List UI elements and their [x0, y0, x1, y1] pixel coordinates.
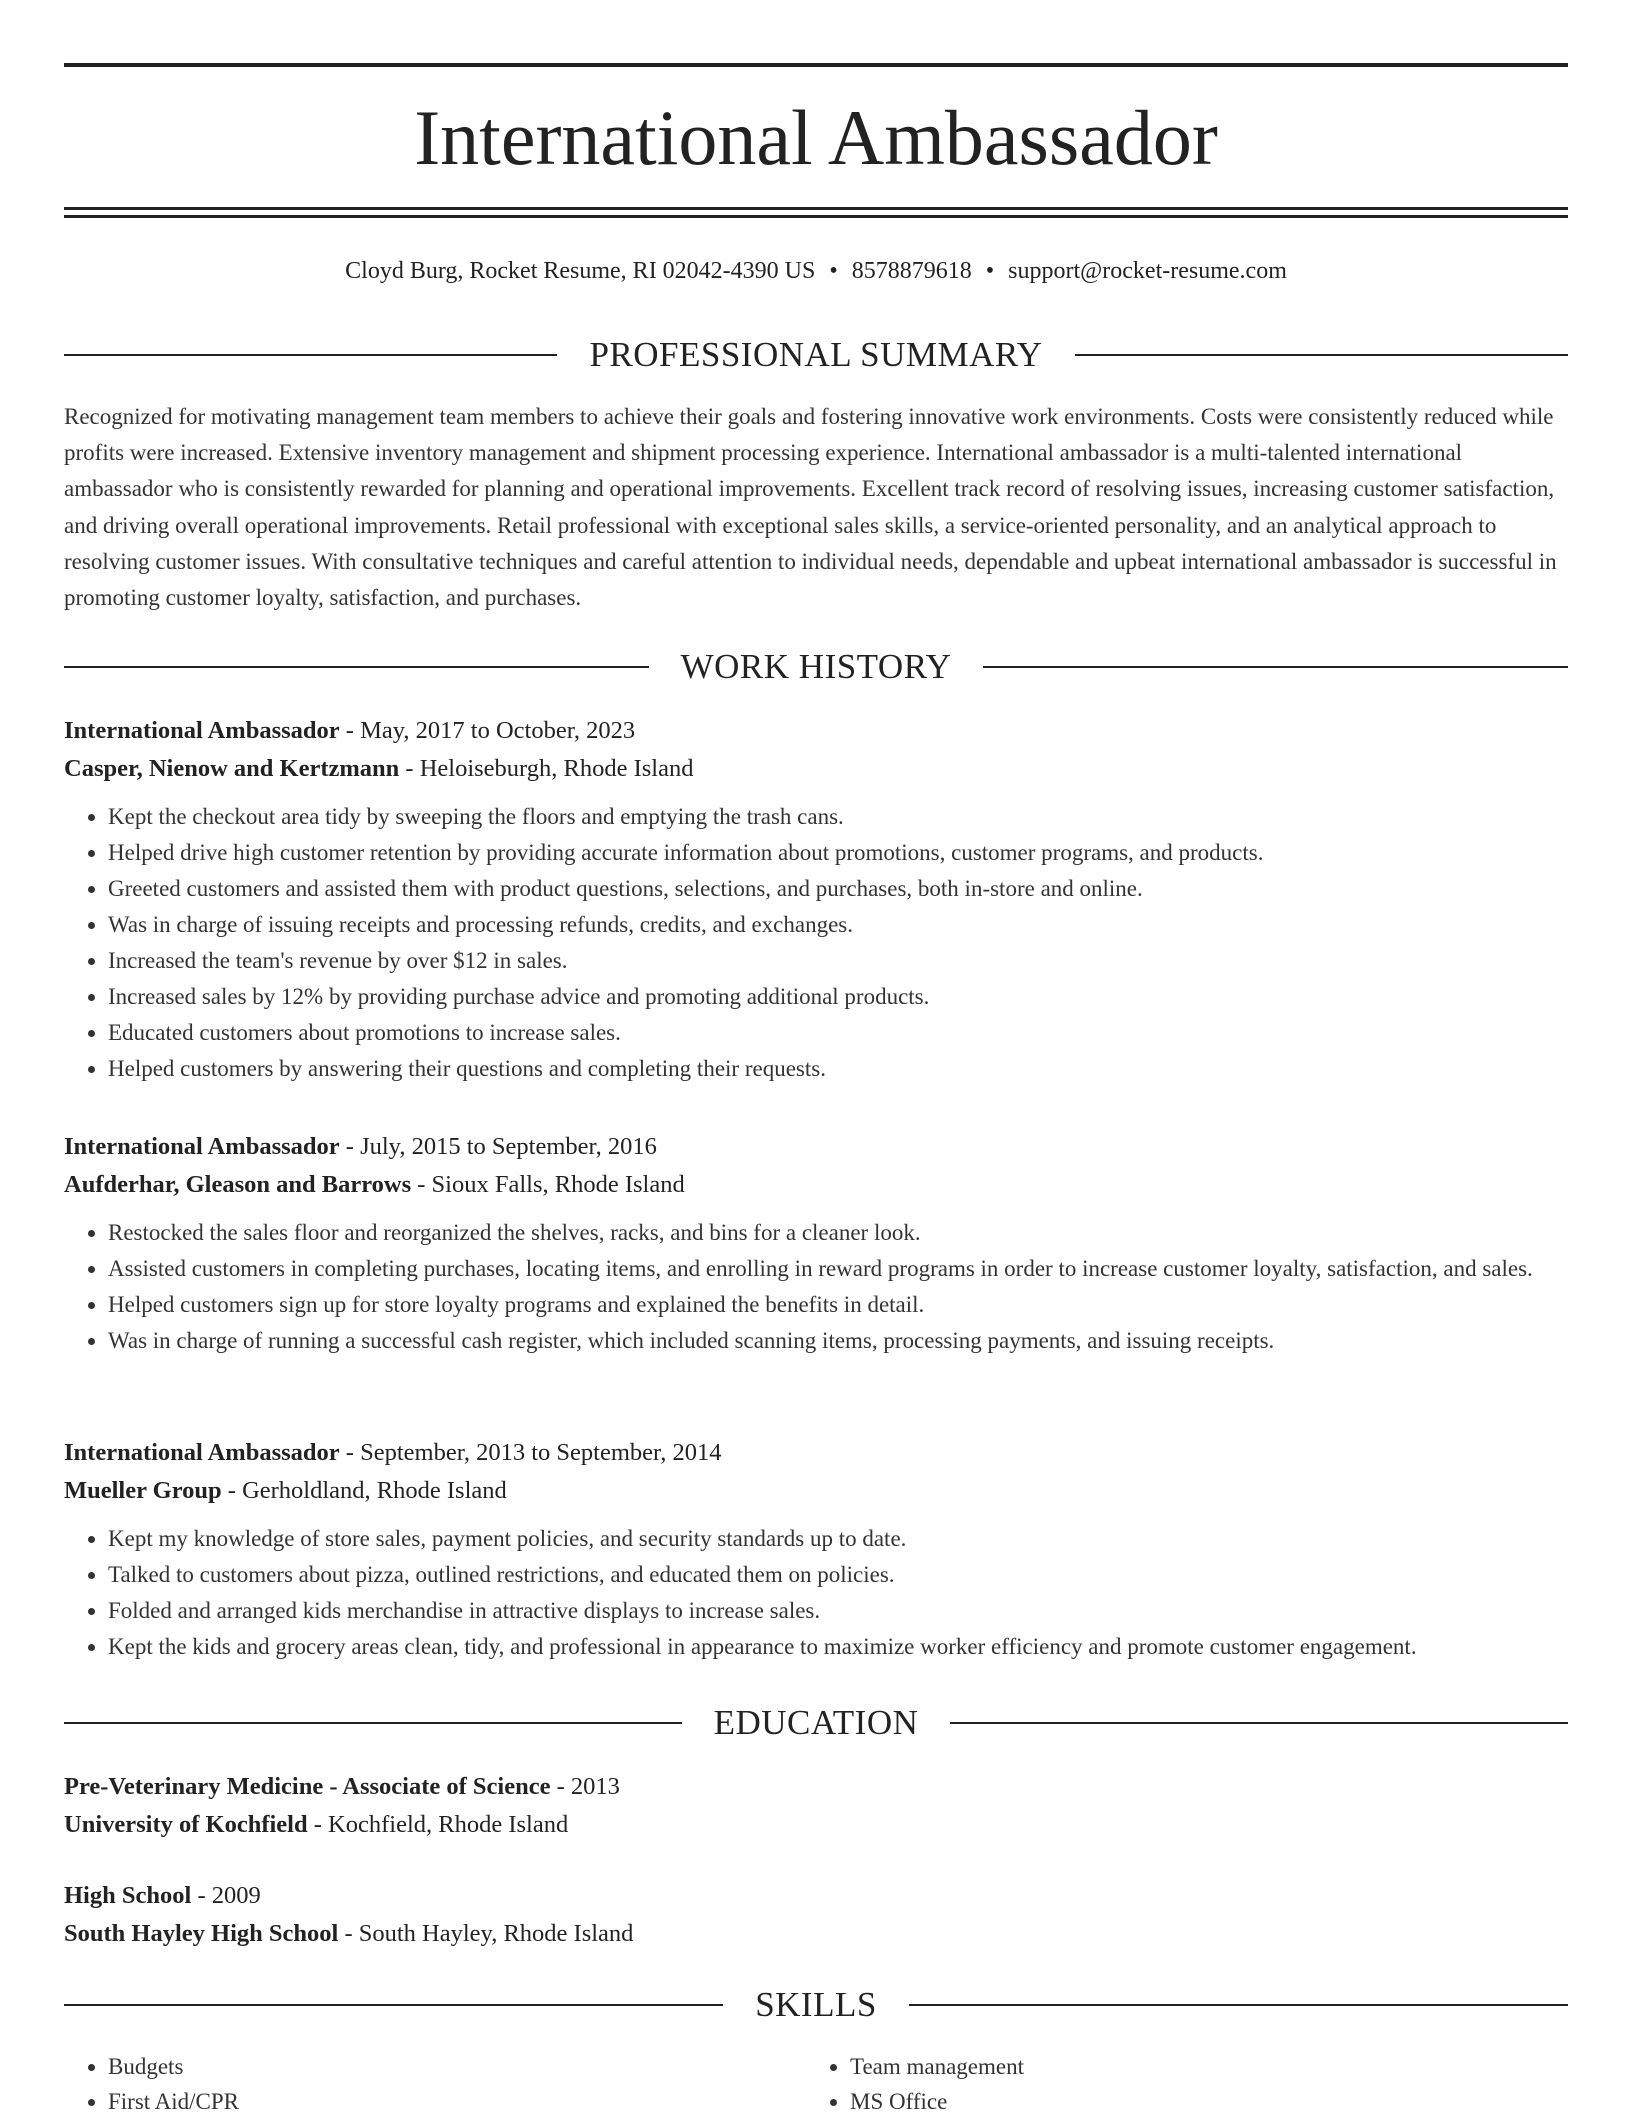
job-location: - Gerholdland, Rhode Island — [221, 1477, 507, 1504]
title-rule-upper — [64, 207, 1568, 210]
list-item: • Increased the team's revenue by over $12 in sales. — [108, 943, 1568, 979]
job-company: Mueller Group — [64, 1477, 222, 1504]
list-item: • Kept my knowledge of store sales, payment policies, and security standards up to date. — [108, 1521, 1568, 1557]
contact-separator: • — [985, 258, 995, 284]
job-bullets — [64, 1521, 1568, 1665]
skills-list — [64, 2049, 1568, 2119]
job-dates: - May, 2017 to October, 2023 — [339, 717, 636, 744]
job-bullets — [64, 1215, 1568, 1359]
job-company: Aufderhar, Gleason and Barrows — [64, 1171, 412, 1198]
list-item: • Talked to customers about pizza, outlined restrictions, and educated them on policies. — [108, 1557, 1568, 1593]
job-company-line — [64, 1472, 1568, 1510]
job-title: International Ambassador — [64, 1439, 340, 1466]
list-item: • Educated customers about promotions to increase sales. — [108, 1015, 1568, 1051]
section-rule — [64, 354, 557, 356]
list-item: • Greeted customers and assisted them with product questions, selections, and purchases, both in-store and online. — [108, 871, 1568, 907]
list-item: • Was in charge of running a successful cash register, which included scanning items, processing payments, and issuing receipts. — [108, 1323, 1568, 1359]
skills-column-left — [64, 2049, 806, 2119]
education-degree: High School — [64, 1882, 192, 1909]
list-item: • Increased sales by 12% by providing purchase advice and promoting additional products. — [108, 979, 1568, 1015]
section-rule — [909, 2004, 1568, 2006]
list-item: • Helped drive high customer retention by providing accurate information about promotions, customer programs, and products. — [108, 835, 1568, 871]
skill-item: • Budgets — [108, 2049, 806, 2084]
contact-line — [64, 256, 1568, 286]
job-dates: - July, 2015 to September, 2016 — [339, 1133, 657, 1160]
education-school-line — [64, 1806, 1568, 1844]
section-rule — [64, 2004, 723, 2006]
title-rule-lower — [64, 215, 1568, 218]
education-degree: Pre-Veterinary Medicine - Associate of Science — [64, 1773, 551, 1800]
skill-item: • First Aid/CPR — [108, 2084, 806, 2119]
job-company-line — [64, 1166, 1568, 1204]
education-entry — [64, 1877, 1568, 1953]
education-school: University of Kochfield — [64, 1811, 308, 1838]
section-title: EDUCATION — [713, 1703, 919, 1742]
list-item: • Folded and arranged kids merchandise in attractive displays to increase sales. — [108, 1593, 1568, 1629]
section-rule — [64, 1722, 682, 1724]
skills-column-right — [806, 2049, 1024, 2119]
list-item: • Helped customers sign up for store loyalty programs and explained the benefits in detail. — [108, 1287, 1568, 1323]
education-school-line — [64, 1915, 1568, 1953]
list-item: • Assisted customers in completing purchases, locating items, and enrolling in reward programs in order to increase customer loyalty, satisfaction, and sales. — [108, 1251, 1568, 1287]
skill-item: • MS Office — [850, 2084, 1024, 2119]
section-header-skills — [64, 1985, 1568, 2025]
top-rule — [64, 63, 1568, 67]
job-entry — [64, 1128, 1568, 1359]
job-title-line — [64, 1128, 1568, 1166]
job-title-line — [64, 1434, 1568, 1472]
contact-address: Cloyd Burg, Rocket Resume, RI 02042-4390 US — [345, 258, 816, 284]
education-year: - 2009 — [191, 1882, 261, 1909]
job-entry — [64, 1434, 1568, 1665]
job-title-line — [64, 712, 1568, 750]
list-item: • Kept the checkout area tidy by sweeping the floors and emptying the trash cans. — [108, 799, 1568, 835]
section-header-work — [64, 647, 1568, 687]
resume-title: International Ambassador — [414, 94, 1218, 181]
section-rule — [950, 1722, 1568, 1724]
job-title: International Ambassador — [64, 1133, 340, 1160]
list-item: • Helped customers by answering their questions and completing their requests. — [108, 1051, 1568, 1087]
education-degree-line — [64, 1768, 1568, 1806]
education-degree-line — [64, 1877, 1568, 1915]
contact-phone: 8578879618 — [851, 258, 972, 284]
job-dates: - September, 2013 to September, 2014 — [339, 1439, 722, 1466]
contact-email: support@rocket-resume.com — [1008, 258, 1287, 284]
job-title: International Ambassador — [64, 717, 340, 744]
section-rule — [1075, 354, 1568, 356]
section-header-education — [64, 1703, 1568, 1743]
section-title: PROFESSIONAL SUMMARY — [589, 335, 1043, 374]
section-title: WORK HISTORY — [680, 647, 952, 686]
job-company: Casper, Nienow and Kertzmann — [64, 755, 400, 782]
job-bullets — [64, 799, 1568, 1087]
contact-separator: • — [829, 258, 838, 284]
section-title: SKILLS — [755, 1985, 877, 2024]
job-entry — [64, 712, 1568, 1087]
section-header-summary — [64, 335, 1568, 375]
education-location: - Kochfield, Rhode Island — [307, 1811, 569, 1838]
section-rule — [983, 666, 1568, 668]
education-location: - South Hayley, Rhode Island — [338, 1920, 634, 1947]
list-item: • Restocked the sales floor and reorganized the shelves, racks, and bins for a cleaner look. — [108, 1215, 1568, 1251]
job-location: - Heloiseburgh, Rhode Island — [399, 755, 694, 782]
education-entry — [64, 1768, 1568, 1844]
list-item: • Was in charge of issuing receipts and processing refunds, credits, and exchanges. — [108, 907, 1568, 943]
list-item: • Kept the kids and grocery areas clean, tidy, and professional in appearance to maximize worker efficiency and promote customer engagement. — [108, 1629, 1568, 1665]
section-rule — [64, 666, 649, 668]
skill-item: • Team management — [850, 2049, 1024, 2084]
education-year: - 2013 — [550, 1773, 620, 1800]
education-school: South Hayley High School — [64, 1920, 339, 1947]
summary-text: Recognized for motivating management team members to achieve their goals and fostering innovative work environments. Costs were consistently reduced while profits were increased. Extensive inventory management and shipment processing experience. International ambassador is a multi-talented international ambassador who is consistently rewarded for planning and operational improvements. Excellent track record of resolving issues, increasing customer satisfaction, and driving overall operational improvements. Retail professional with exceptional sales skills, a service-oriented personality, and an analytical approach to resolving customer issues. With consultative techniques and careful attention to individual needs, dependable and upbeat international ambassador is successful in promoting customer loyalty, satisfaction, and purchases. — [64, 404, 1557, 611]
job-location: - Sioux Falls, Rhode Island — [411, 1171, 685, 1198]
job-company-line — [64, 750, 1568, 788]
